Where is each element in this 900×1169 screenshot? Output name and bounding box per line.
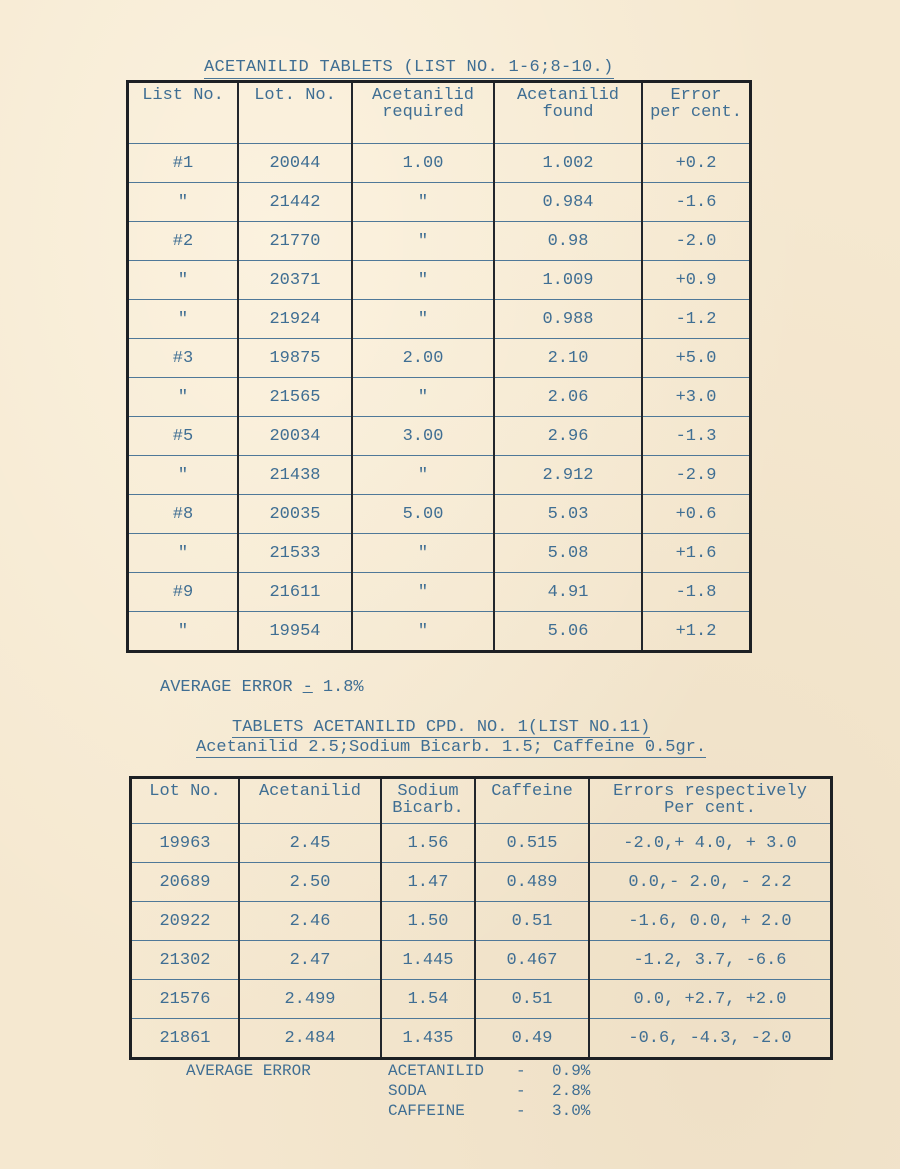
table-row <box>128 261 751 300</box>
error-cell: +1.6 <box>642 534 751 573</box>
sodium-bicarb-cell: 1.435 <box>381 1019 475 1059</box>
list-no-cell: " <box>128 378 239 417</box>
lot-no-cell: 20371 <box>238 261 352 300</box>
table-row <box>128 183 751 222</box>
caffeine-cell: 0.51 <box>475 902 589 941</box>
acetanilid-cell: 2.46 <box>239 902 381 941</box>
list-no-cell: #5 <box>128 417 239 456</box>
table-row <box>128 456 751 495</box>
average-caffeine: CAFFEINE - 3.0% <box>388 1102 591 1120</box>
list-no-cell: #9 <box>128 573 239 612</box>
table-row <box>128 612 751 652</box>
acetanilid-cell: 2.50 <box>239 863 381 902</box>
lot-no-cell: 21565 <box>238 378 352 417</box>
list-no-cell: " <box>128 534 239 573</box>
lot-no-cell: 19875 <box>238 339 352 378</box>
header-errors-respectively: Errors respectively Per cent. <box>589 778 832 824</box>
caffeine-cell: 0.515 <box>475 824 589 863</box>
lot-no-cell: 21438 <box>238 456 352 495</box>
errors-cell: -1.2, 3.7, -6.6 <box>589 941 832 980</box>
found-cell: 4.91 <box>494 573 642 612</box>
caffeine-cell: 0.51 <box>475 980 589 1019</box>
header-list-no: List No. <box>128 82 239 144</box>
error-cell: -2.0 <box>642 222 751 261</box>
lot-no-cell: 20044 <box>238 144 352 183</box>
table-row <box>131 1019 832 1059</box>
lot-no-cell: 21302 <box>131 941 240 980</box>
table2-title: TABLETS ACETANILID CPD. NO. 1(LIST NO.11) <box>232 718 651 737</box>
lot-no-cell: 21770 <box>238 222 352 261</box>
table-row <box>128 495 751 534</box>
errors-cell: -1.6, 0.0, + 2.0 <box>589 902 832 941</box>
table-row <box>128 534 751 573</box>
header-acetanilid-required: Acetanilid required <box>352 82 494 144</box>
header-lot-no: Lot. No. <box>238 82 352 144</box>
table-row <box>131 980 832 1019</box>
table2-average-error-label: AVERAGE ERROR <box>186 1062 311 1080</box>
found-cell: 5.06 <box>494 612 642 652</box>
required-cell: " <box>352 222 494 261</box>
error-cell: -1.2 <box>642 300 751 339</box>
header-sodium-bicarb: Sodium Bicarb. <box>381 778 475 824</box>
error-cell: -2.9 <box>642 456 751 495</box>
table-header-row <box>128 82 751 144</box>
list-no-cell: " <box>128 183 239 222</box>
header-acetanilid-found: Acetanilid found <box>494 82 642 144</box>
error-cell: +3.0 <box>642 378 751 417</box>
table-row <box>128 417 751 456</box>
list-no-cell: " <box>128 300 239 339</box>
error-cell: +0.6 <box>642 495 751 534</box>
header-acetanilid: Acetanilid <box>239 778 381 824</box>
average-error-label: AVERAGE ERROR <box>160 678 293 697</box>
list-no-cell: #2 <box>128 222 239 261</box>
lot-no-cell: 21442 <box>238 183 352 222</box>
list-no-cell: " <box>128 456 239 495</box>
caffeine-cell: 0.489 <box>475 863 589 902</box>
table-row <box>131 863 832 902</box>
table-header-row <box>131 778 832 824</box>
errors-cell: -2.0,+ 4.0, + 3.0 <box>589 824 832 863</box>
error-cell: +0.9 <box>642 261 751 300</box>
required-cell: 3.00 <box>352 417 494 456</box>
lot-no-cell: 21533 <box>238 534 352 573</box>
found-cell: 2.06 <box>494 378 642 417</box>
found-cell: 1.002 <box>494 144 642 183</box>
lot-no-cell: 21924 <box>238 300 352 339</box>
lot-no-cell: 20035 <box>238 495 352 534</box>
sodium-bicarb-cell: 1.50 <box>381 902 475 941</box>
table-row <box>128 144 751 183</box>
lot-no-cell: 21861 <box>131 1019 240 1059</box>
acetanilid-cell: 2.484 <box>239 1019 381 1059</box>
table-row <box>128 222 751 261</box>
list-no-cell: " <box>128 261 239 300</box>
sodium-bicarb-cell: 1.445 <box>381 941 475 980</box>
lot-no-cell: 21576 <box>131 980 240 1019</box>
table-row <box>128 378 751 417</box>
table-row <box>128 573 751 612</box>
required-cell: 2.00 <box>352 339 494 378</box>
lot-no-cell: 21611 <box>238 573 352 612</box>
list-no-cell: #1 <box>128 144 239 183</box>
average-acetanilid: ACETANILID - 0.9% <box>388 1062 591 1080</box>
required-cell: " <box>352 261 494 300</box>
acetanilid-compound-table <box>129 776 833 1060</box>
header-error-per-cent: Error per cent. <box>642 82 751 144</box>
error-cell: +5.0 <box>642 339 751 378</box>
required-cell: " <box>352 300 494 339</box>
acetanilid-cell: 2.47 <box>239 941 381 980</box>
required-cell: " <box>352 378 494 417</box>
sodium-bicarb-cell: 1.56 <box>381 824 475 863</box>
lot-no-cell: 19954 <box>238 612 352 652</box>
required-cell: " <box>352 183 494 222</box>
caffeine-cell: 0.49 <box>475 1019 589 1059</box>
average-soda: SODA - 2.8% <box>388 1082 591 1100</box>
required-cell: 1.00 <box>352 144 494 183</box>
table-row <box>131 824 832 863</box>
header-caffeine: Caffeine <box>475 778 589 824</box>
table1-title: ACETANILID TABLETS (LIST NO. 1-6;8-10.) <box>204 58 614 77</box>
required-cell: " <box>352 534 494 573</box>
found-cell: 1.009 <box>494 261 642 300</box>
average-error-value: 1.8% <box>322 678 364 697</box>
found-cell: 0.988 <box>494 300 642 339</box>
acetanilid-cell: 2.499 <box>239 980 381 1019</box>
lot-no-cell: 20922 <box>131 902 240 941</box>
error-cell: -1.8 <box>642 573 751 612</box>
error-cell: +0.2 <box>642 144 751 183</box>
table-row <box>128 339 751 378</box>
required-cell: " <box>352 612 494 652</box>
lot-no-cell: 20034 <box>238 417 352 456</box>
required-cell: 5.00 <box>352 495 494 534</box>
found-cell: 2.10 <box>494 339 642 378</box>
table2-subtitle: Acetanilid 2.5;Sodium Bicarb. 1.5; Caffeine 0.5gr. <box>196 738 707 757</box>
table-row <box>131 902 832 941</box>
average-error-sep: - <box>302 678 313 697</box>
found-cell: 5.03 <box>494 495 642 534</box>
header-lot-no: Lot No. <box>131 778 240 824</box>
list-no-cell: #3 <box>128 339 239 378</box>
required-cell: " <box>352 456 494 495</box>
error-cell: +1.2 <box>675 621 717 641</box>
lot-no-cell: 19963 <box>131 824 240 863</box>
error-cell: -1.3 <box>642 417 751 456</box>
lot-no-cell: 20689 <box>131 863 240 902</box>
sodium-bicarb-cell: 1.54 <box>381 980 475 1019</box>
table-row <box>128 300 751 339</box>
errors-cell: 0.0,- 2.0, - 2.2 <box>589 863 832 902</box>
found-cell: 0.984 <box>494 183 642 222</box>
found-cell: 5.08 <box>494 534 642 573</box>
acetanilid-tablets-table <box>126 80 752 653</box>
found-cell: 2.912 <box>494 456 642 495</box>
errors-cell: -0.6, -4.3, -2.0 <box>628 1028 792 1048</box>
required-cell: " <box>352 573 494 612</box>
found-cell: 0.98 <box>494 222 642 261</box>
errors-cell: 0.0, +2.7, +2.0 <box>589 980 832 1019</box>
acetanilid-cell: 2.45 <box>239 824 381 863</box>
error-cell: -1.6 <box>642 183 751 222</box>
list-no-cell: " <box>128 612 239 652</box>
table1-average-error <box>160 678 364 697</box>
table-row <box>131 941 832 980</box>
list-no-cell: #8 <box>128 495 239 534</box>
caffeine-cell: 0.467 <box>475 941 589 980</box>
sodium-bicarb-cell: 1.47 <box>381 863 475 902</box>
found-cell: 2.96 <box>494 417 642 456</box>
